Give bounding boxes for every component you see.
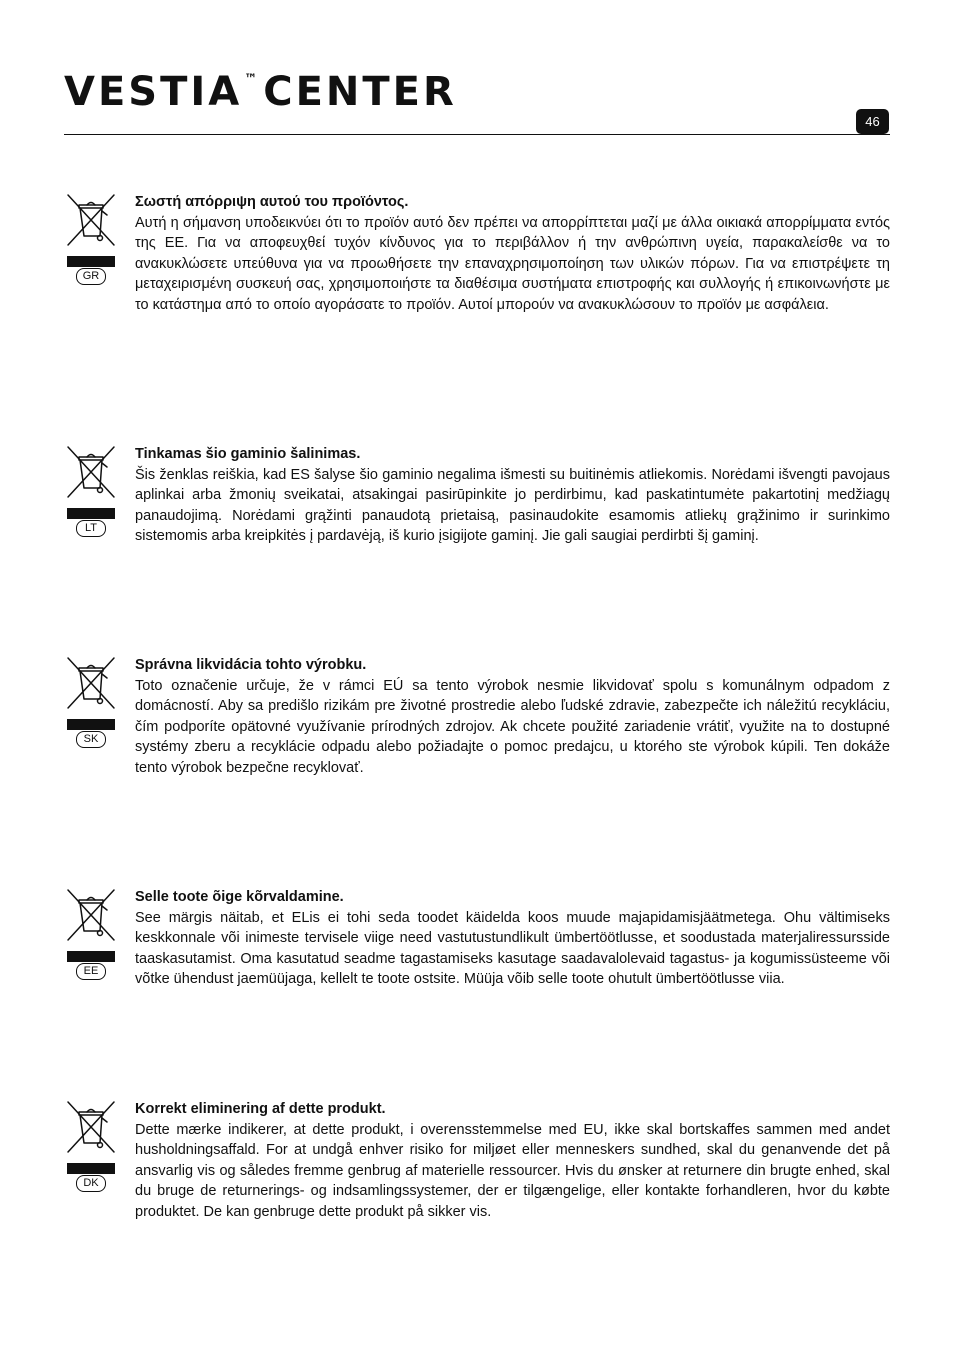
section-heading: Korrekt eliminering af dette produkt. (135, 1101, 386, 1117)
crossed-out-wheelie-bin-icon (65, 1099, 117, 1155)
section-heading: Správna likvidácia tohto výrobku. (135, 657, 367, 673)
crossed-out-wheelie-bin-icon (65, 655, 117, 711)
section-body: Dette mærke indikerer, at dette produkt, i overensstemmelse med EU, ikke skal bortskaffes sammen med andet husholdningsaffald. For at undgå enhver risiko for miljøet eller menneskers sundhed, skal du genanvende det på ansvarlig vis og således fremme genbrug af materielle ressourcer. Hvis du ønsker at returnere din brugte enhed, skal du bruge de returnerings- og indsamlingssystemer, der er tilgængelige, eller kontakte forhandleren, hvor du købte produktet. De kan genbruge dette produkt på sikker vis. (135, 1121, 890, 1220)
language-bar (67, 719, 115, 730)
page-number-badge: 46 (856, 109, 889, 134)
language-code-badge: EE (76, 963, 106, 980)
page-title (64, 54, 457, 118)
section-heading: Selle toote õige kõrvaldamine. (135, 889, 344, 905)
disposal-symbol (64, 444, 118, 534)
crossed-out-wheelie-bin-icon (65, 444, 117, 500)
language-code-badge: GR (76, 268, 106, 285)
language-bar (67, 256, 115, 267)
section-heading: Tinkamas šio gaminio šalinimas. (135, 446, 361, 462)
section-body: Αυτή η σήμανση υποδεικνύει ότι το προϊόν αυτό δεν πρέπει να απορρίπτεται μαζί με άλλα οικιακά απορρίμματα εντός της ΕΕ. Για να αποφευχθεί τυχόν κίνδυνος για το περιβάλλον ή την ανθρώπινη υγεία, παρακαλείσθε να το ανακυκλώσετε υπεύθυνα για να προωθήσετε την επαναχρησιμοποίηση των υλικών πόρων. Για να επιστρέψετε τη μεταχειρισμένη συσκευή σας, χρησιμοποιήστε τα διαθέσιμα συστήματα επιστροφής και συλλογής ή επικοινωνήστε με το κατάστημα από το οποίο αγοράσατε το προϊόν. Αυτοί μπορούν να ανακυκλώσουν το προϊόν με ασφάλεια. (135, 214, 890, 313)
section-body: Šis ženklas reiškia, kad ES šalyse šio gaminio negalima išmesti su buitinėmis atliekomis. Norėdami išvengti pavojaus aplinkai arba žmonių sveikatai, atsakingai pasirūpinkite jo perdirbimu, kad paskatintumėte pakartotinį medžiagų panaudojimą. Norėdami grąžinti panaudotą prietaisą, pasinaudokite esamomis atliekų grąžinimo ir surinkimo sistemomis arba kreipkitės į pardavėją, iš kurio įsigijote gaminį. Jie gali saugiai perdirbti šį gaminį. (135, 466, 890, 544)
section-heading: Σωστή απόρριψη αυτού του προϊόντος. (135, 194, 409, 210)
brand-name: VESTIA (64, 69, 243, 115)
language-code-badge: LT (76, 520, 106, 537)
language-bar (67, 508, 115, 519)
language-bar (67, 951, 115, 962)
crossed-out-wheelie-bin-icon (65, 887, 117, 943)
language-code-badge: DK (76, 1175, 106, 1192)
header-divider (64, 134, 890, 135)
section-body: Toto označenie určuje, že v rámci EÚ sa tento výrobok nesmie likvidovať spolu s komunálnym odpadom z domácností. Aby sa predišlo rizikám pre životné prostredie alebo ľudské zdravie, zabezpečte ich náležitú recykláciu, čím podporíte opätovné využívanie prírodných zdrojov. Ak chcete použité zariadenie vrátiť, využite na to dostupné systémy zberu a recyklácie odpadu alebo požiadajte o pomoc predajcu, u ktorého ste výrobok kúpili. Ten dokáže tento výrobok bezpečne recyklovať. (135, 677, 890, 776)
disposal-symbol (64, 887, 118, 977)
language-code-badge: SK (76, 731, 106, 748)
disposal-symbol (64, 1099, 118, 1189)
crossed-out-wheelie-bin-icon (65, 192, 117, 248)
product-name: CENTER (263, 69, 457, 115)
language-bar (67, 1163, 115, 1174)
section-body: See märgis näitab, et ELis ei tohi seda toodet käidelda koos muude majapidamisjäätmetega. Ohu vältimiseks keskkonnale või inimeste tervisele viige need vastutustundlikult ümbertöötlusse, et soodustada materjaliressursside taaskasutamist. Oma kasutatud seadme tagastamiseks kasutage saadavalolevaid tagastus- ja kogumissüsteeme või võtke ühendust jaemüüjaga, kellelt te toote ostsite. Müüja võib selle toote ohutult ümbertöötlusse viia. (135, 909, 890, 987)
trademark-symbol: ™ (244, 72, 258, 87)
disposal-symbol (64, 655, 118, 745)
disposal-symbol (64, 192, 118, 282)
